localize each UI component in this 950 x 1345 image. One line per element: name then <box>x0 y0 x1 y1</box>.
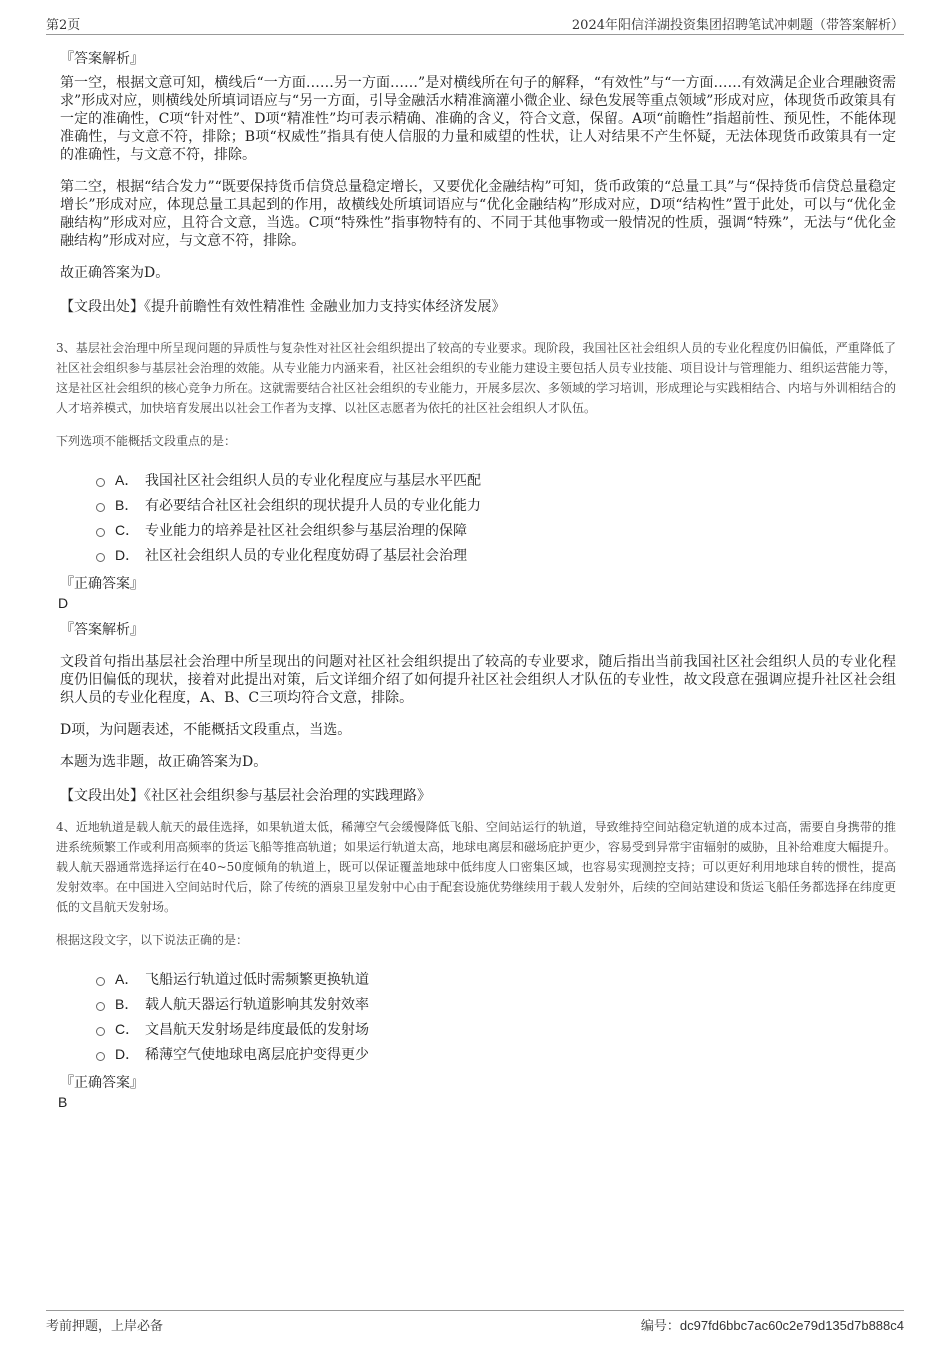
question-3-prompt: 下列选项不能概括文段重点的是： <box>56 434 237 448</box>
correct-answer: B <box>58 1094 68 1110</box>
option-text: 文昌航天发射场是纬度最低的发射场 <box>145 1021 369 1038</box>
option-letter: B． <box>115 995 139 1012</box>
source-citation: 【文段出处】《提升前瞻性有效性精准性 金融业加力支持实体经济发展》 <box>60 299 506 315</box>
question-3-options <box>96 467 896 567</box>
radio-icon[interactable] <box>96 1002 105 1011</box>
question-4-prompt: 根据这段文字，以下说法正确的是： <box>56 933 249 947</box>
radio-icon[interactable] <box>96 977 105 986</box>
option-text: 我国社区社会组织人员的专业化程度应与基层水平匹配 <box>145 472 481 489</box>
source-citation: 【文段出处】《社区社会组织参与基层社会治理的实践理路》 <box>60 788 431 804</box>
option-letter: B． <box>115 496 139 513</box>
option-c[interactable] <box>96 1016 896 1041</box>
option-c[interactable] <box>96 517 896 542</box>
correct-answer: D <box>58 595 69 611</box>
option-d[interactable] <box>96 1041 896 1066</box>
option-a[interactable] <box>96 467 896 492</box>
option-text: 专业能力的培养是社区社会组织参与基层治理的保障 <box>145 522 467 539</box>
page-number: 第2页 <box>46 18 81 33</box>
radio-icon[interactable] <box>96 478 105 487</box>
option-text: 有必要结合社区社会组织的现状提升人员的专业化能力 <box>145 497 481 514</box>
radio-icon[interactable] <box>96 1027 105 1036</box>
radio-icon[interactable] <box>96 503 105 512</box>
page-content <box>56 40 896 1114</box>
page-footer <box>46 1310 904 1336</box>
document-id: 编号：dc97fd6bbc7ac60c2e79d135d7b888c4 <box>640 1318 904 1333</box>
option-letter: A． <box>115 471 139 488</box>
option-text: 稀薄空气使地球电离层庇护变得更少 <box>145 1046 369 1063</box>
radio-icon[interactable] <box>96 528 105 537</box>
page-header <box>46 14 904 35</box>
analysis-paragraph: 第二空，根据“结合发力”“既要保持货币信贷总量稳定增长，又要优化金融结构”可知，货币政策的“总量工具”与“保持货币信贷总量稳定增长”形成对应，体现总量工具起到的作用，故横线处所填词语应与“优化金融结构”形成对应，D项“结构性”置于此处，可以与“优化金融结构”形成对应，且符合文意，当选。C项“特殊性”指事物特有的、不同于其他事物或一般情况的性质，强调“特殊”，无法与“优化金融结构”形成对应，与文意不符，排除。 <box>60 179 896 249</box>
option-a[interactable] <box>96 966 896 991</box>
correct-answer-label: 『正确答案』 <box>60 1075 144 1091</box>
option-letter: C． <box>115 521 140 538</box>
footer-slogan: 考前押题，上岸必备 <box>46 1319 164 1334</box>
analysis-paragraph: D项，为问题表述，不能概括文段重点，当选。 <box>60 722 352 738</box>
radio-icon[interactable] <box>96 1052 105 1061</box>
analysis-paragraph: 第一空，根据文意可知，横线后“一方面……另一方面……”是对横线所在句子的解释，“有效性”与“一方面……有效满足企业合理融资需求”形成对应，则横线处所填词语应与“另一方面，引导金融活水精准滴灌小微企业、绿色发展等重点领域”形成对应，体现货币政策具有一定的准确性，C项“针对性”、D项“精准性”均可表示精确、准确的含义，符合文意，保留。A项“前瞻性”指超前性、预见性，不能体现准确性，与文意不符，排除；B项“权威性”指具有使人信服的力量和威望的性状，让人对结果不产生怀疑，无法体现货币政策具有一定的准确性，与文意不符，排除。 <box>60 75 896 163</box>
document-title: 2024年阳信洋湖投资集团招聘笔试冲刺题（带答案解析） <box>571 18 904 33</box>
option-letter: D． <box>115 1045 140 1062</box>
option-text: 飞船运行轨道过低时需频繁更换轨道 <box>145 971 369 988</box>
option-letter: C． <box>115 1020 140 1037</box>
question-4-options <box>96 966 896 1066</box>
analysis-paragraph: 文段首句指出基层社会治理中所呈现出的问题对社区社会组织提出了较高的专业要求，随后指出当前我国社区社会组织人员的专业化程度仍旧偏低的现状，接着对此提出对策，后文详细介绍了如何提升社区社会组织人才队伍的专业性，故文段意在强调应提升社区社会组织人员的专业化程度，A、B、C三项均符合文意，排除。 <box>60 654 896 706</box>
correct-answer-label: 『正确答案』 <box>60 576 144 592</box>
question-4-text: 4、近地轨道是载人航天的最佳选择，如果轨道太低，稀薄空气会缓慢降低飞船、空间站运行的轨道，导致维持空间站稳定轨道的成本过高，需要自身携带的推进系统频繁工作或利用高频率的货运飞船等推高轨道；如果运行轨道太高，地球电离层和磁场庇护更少，容易受到异常宇宙辐射的威胁，且补给难度大幅提升。载人航天器通常选择运行在40~50度倾角的轨道上，既可以保证覆盖地球中低纬度人口密集区域，也容易实现测控支持；可以更好利用地球自转的惯性，提高发射效率。在中国进入空间站时代后，除了传统的酒泉卫星发射中心由于配套设施优势继续用于载人发射外，后续的空间站建设和货运飞船任务都选择在纬度更低的文昌航天发射场。 <box>56 820 897 914</box>
option-letter: A． <box>115 970 139 987</box>
analysis-conclusion: 故正确答案为D。 <box>60 265 170 281</box>
option-b[interactable] <box>96 991 896 1016</box>
option-text: 载人航天器运行轨道影响其发射效率 <box>145 996 369 1013</box>
analysis-conclusion: 本题为选非题，故正确答案为D。 <box>60 754 268 770</box>
analysis-label: 『答案解析』 <box>60 622 144 638</box>
option-text: 社区社会组织人员的专业化程度妨碍了基层社会治理 <box>145 547 467 564</box>
radio-icon[interactable] <box>96 553 105 562</box>
option-d[interactable] <box>96 542 896 567</box>
option-letter: D． <box>115 546 140 563</box>
question-3-text: 3、基层社会治理中所呈现问题的异质性与复杂性对社区社会组织提出了较高的专业要求。现阶段，我国社区社会组织人员的专业化程度仍旧偏低，严重降低了社区社会组织参与基层社会治理的效能。从专业能力内涵来看，社区社会组织的专业能力建设主要包括人员专业技能、项目设计与管理能力、组织运营能力等，这是社区社会组织的核心竞争力所在。这就需要结合社区社会组织的专业能力，开展多层次、多领域的学习培训，形成理论与实践相结合、内培与外训相结合的人才培养模式，加快培育发展出以社会工作者为支撑、以社区志愿者为依托的社区社会组织人才队伍。 <box>56 341 897 415</box>
analysis-label: 『答案解析』 <box>60 51 144 67</box>
option-b[interactable] <box>96 492 896 517</box>
